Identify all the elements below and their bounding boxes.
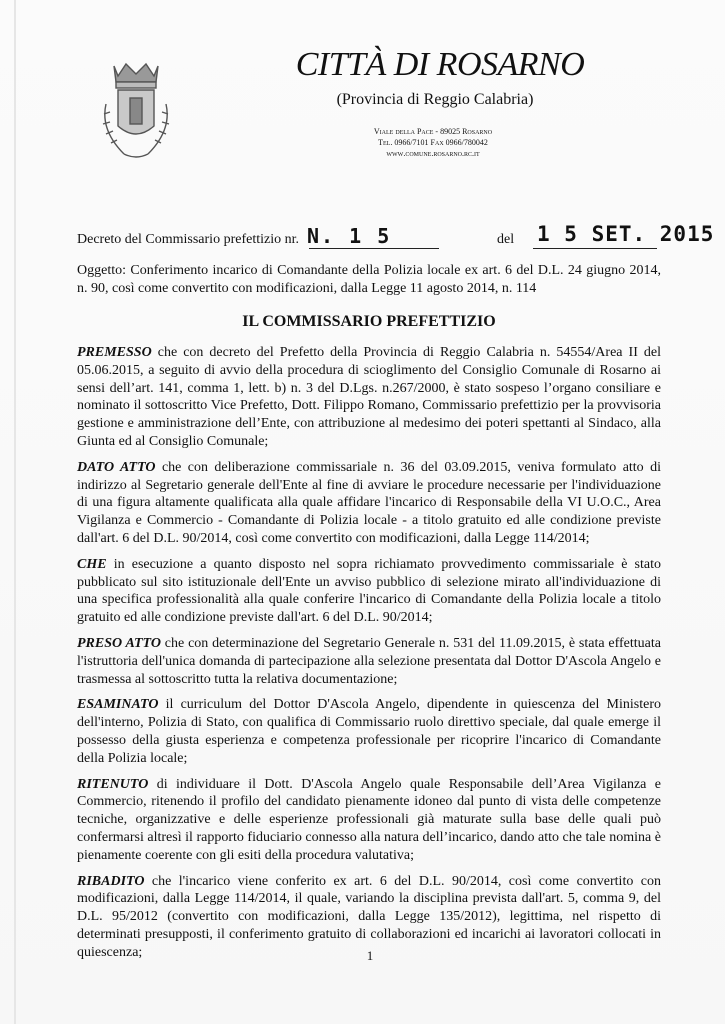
paragraph-premesso <box>77 344 661 451</box>
paragraph-keyword: RIBADITO <box>77 873 145 889</box>
city-crest-icon <box>96 60 176 170</box>
address-block <box>330 126 536 159</box>
page-number: 1 <box>366 948 374 963</box>
address-line: Viale della Pace - 89025 Rosarno <box>373 127 493 136</box>
subject-text: Oggetto: Conferimento incarico di Comandante della Polizia locale ex art. 6 del D.L. 24 giugno 2014, n. 90, così come convertito con modificazioni, dalla Legge 11 agosto 2014, n. 114 <box>77 263 661 296</box>
paragraph-keyword: DATO ATTO <box>77 459 156 475</box>
website-line: www.comune.rosarno.rc.it <box>386 149 480 158</box>
paragraph-keyword: CHE <box>77 556 107 572</box>
paragraph-ritenuto <box>77 776 661 865</box>
paragraph-text: che con deliberazione commissariale n. 36 del 03.09.2015, veniva formulato atto di indirizzo al Segretario generale dell'Ente al fine di avviare le procedure necessarie per l'individuazione di una figura altamente qualificata alla quale affidare l'incarico di Responsabile della VI U.O.C., Area Vigilanza e Commercio - Comandante di Polizia locale - a titolo gratuito ed alle condizione previste dall'art. 6 del D.L. 90/2014, così come convertito con modificazioni, dalla Legge 114/2014; <box>77 459 661 546</box>
paragraph-dato-atto <box>77 459 661 548</box>
paragraph-text: che con determinazione del Segretario Generale n. 531 del 11.09.2015, è stata effettuata l'istruttoria dell'unica domanda di partecipazione alla selezione presentata dal Dottor D'Ascola Angelo e trasmessa al sottoscritto tutta la relativa documentazione; <box>77 635 661 687</box>
phone-line: Tel. 0966/7101 Fax 0966/780042 <box>378 138 488 147</box>
paragraph-esaminato <box>77 696 661 767</box>
city-title: CITTÀ DI ROSARNO <box>295 46 585 83</box>
paragraph-text: di individuare il Dott. D'Ascola Angelo quale Responsabile dell’Area Vigilanza e Commercio, ritenendo il profilo del candidato pienamente idoneo dal punto di vista delle competenze tecniche, organizzative e delle esperienze professionali già maturate sulla base delle quali può confermarsi altresì il rapporto fiduciario connesso alla natura dell’incarico, dando atto che tale nomina è pienamente coerente con gli esiti della procedura valutativa; <box>77 776 661 863</box>
paragraph-text: in esecuzione a quanto disposto nel sopra richiamato provvedimento commissariale è stato pubblicato sul sito istituzionale dell'Ente un avviso pubblico di selezione mirato all'individuazione di una specifica professionalità alla quale conferire l'incarico di Comandante della Polizia locale a titolo gratuito ed alle condizione previste dall'art. 6 del D.L. 90/2014; <box>77 556 661 626</box>
decree-line <box>77 222 715 254</box>
document-body <box>77 344 661 970</box>
paragraph-keyword: RITENUTO <box>77 776 149 792</box>
paragraph-keyword: PREMESSO <box>77 345 152 360</box>
paragraph-che <box>77 556 661 627</box>
document-heading: IL COMMISSARIO PREFETTIZIO <box>242 313 496 330</box>
date-underline <box>533 248 657 249</box>
paragraph-text: che con decreto del Prefetto della Provincia di Reggio Calabria n. 54554/Area II del 05.06.2015, a seguito di avvio della procedura di scioglimento del Consiglio Comunale di Rosarno ai sensi dell’art. 141, comma 1, lett. b) n. 3 del D.Lgs. n.267/2000, è stato sospeso l’organo consiliare e nominato il sottoscritto Vice Prefetto, Dott. Filippo Romano, Commissario prefettizio per la provvisoria gestione e amministrazione dell’Ente, con attribuzione al medesimo dei poteri spettanti al Sindaco, alla Giunta ed al Consiglio Comunale; <box>77 345 661 449</box>
decree-del-label: del <box>497 232 515 247</box>
paragraph-keyword: ESAMINATO <box>77 697 159 713</box>
decree-date-stamp: 1 5 SET. 2015 <box>537 222 715 246</box>
number-underline <box>309 248 439 249</box>
paragraph-text: il curriculum del Dottor D'Ascola Angelo, dipendente in quiescenza del Ministero dell'interno, Polizia di Stato, con qualifica di Commissario ruolo direttivo speciale, dal quale emerge il possesso della giusta esperienza e competenza professionale per ricoprire l'incarico di Comandante della Polizia locale; <box>77 697 661 766</box>
paragraph-preso-atto <box>77 635 661 688</box>
province-subtitle: (Provincia di Reggio Calabria) <box>336 91 534 108</box>
paragraph-text: che l'incarico viene conferito ex art. 6 del D.L. 90/2014, così come convertito con modificazioni, dalla Legge 114/2014, il quale, variando la disciplina prevista dall'art. 5, comma 9, del D.L. 95/2012 (convertito con modificazioni, dalla Legge 135/2012), legittima, nel rispetto di determinati presupposti, il conferimento gratuito di collaborazioni ed incarichi ai lavoratori collocati in quiescenza; <box>77 873 661 960</box>
paragraph-keyword: PRESO ATTO <box>77 635 161 651</box>
decree-number-stamp: N. 1 5 <box>307 224 392 248</box>
decree-label: Decreto del Commissario prefettizio nr. <box>77 232 299 247</box>
scan-edge <box>14 0 16 1024</box>
